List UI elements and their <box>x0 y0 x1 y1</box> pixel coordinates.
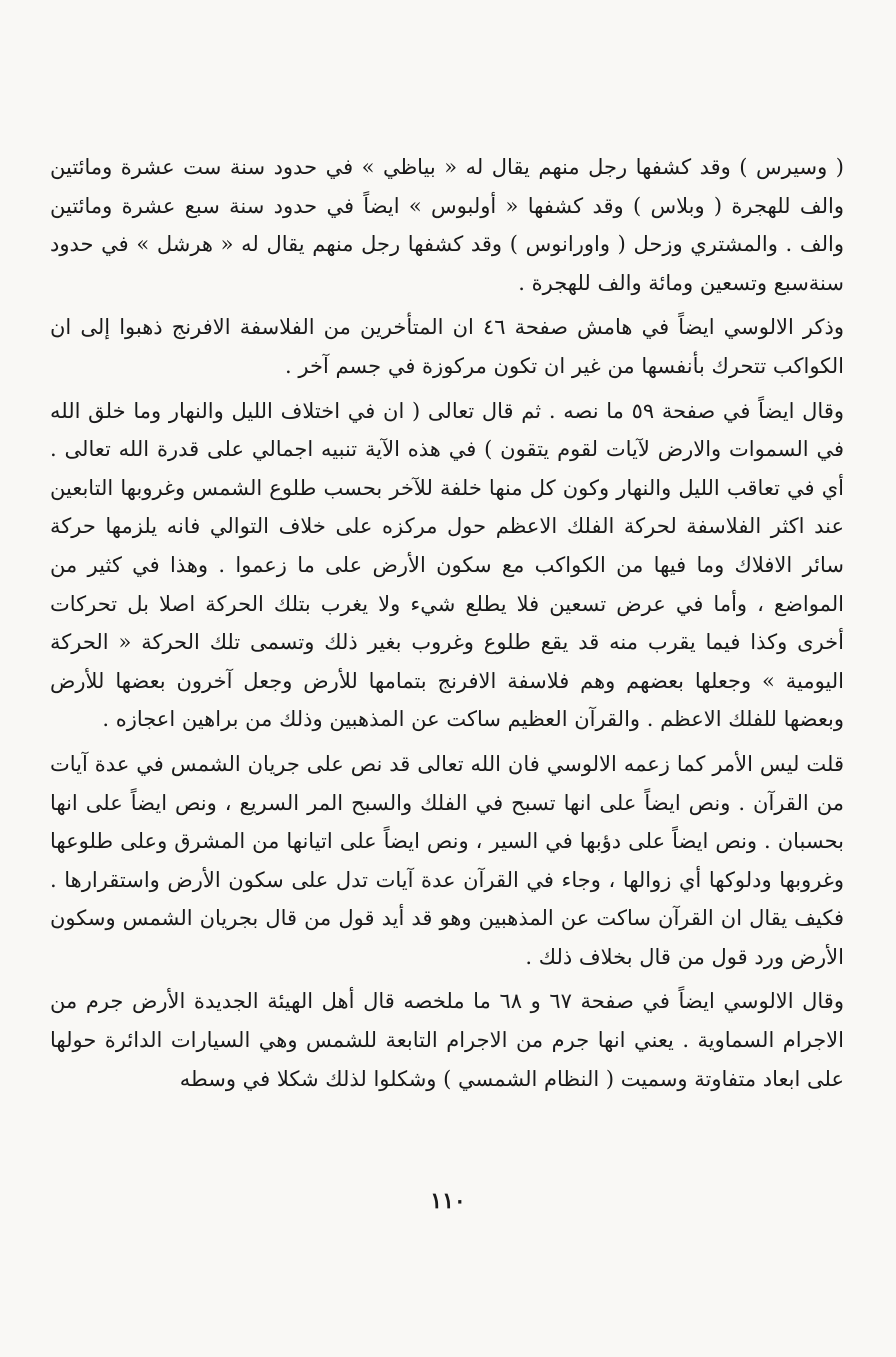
page-number: ١١٠ <box>430 1188 466 1214</box>
paragraph-2: وذكر الالوسي ايضاً في هامش صفحة ٤٦ ان المتأخرين من الفلاسفة الافرنج ذهبوا إلى ان الكواكب تتحرك بأنفسها من غير ان تكون مركوزة في جسم آخر . <box>50 315 844 378</box>
page-body <box>50 148 844 1098</box>
paragraph-4: قلت ليس الأمر كما زعمه الالوسي فان الله تعالى قد نص على جريان الشمس في عدة آيات من القرآن . ونص ايضاً على انها تسبح في الفلك والسبح المر السريع ، ونص ايضاً على انها بحسبان . ونص ايضاً على دؤبها في السير ، ونص ايضاً على اتيانها من المشرق وعلى طلوعها وغروبها ودلوكها أي زوالها ، وجاء في القرآن عدة آيات تدل على سكون الأرض واستقرارها . فكيف يقال ان القرآن ساكت عن المذهبين وهو قد أيد قول من قال بجريان الشمس وسكون الأرض ورد قول من قال بخلاف ذلك . <box>50 751 844 969</box>
paragraph-1: ( وسيرس ) وقد كشفها رجل منهم يقال له « بياظي » في حدود سنة ست عشرة ومائتين والف للهجرة ( وبلاس ) وقد كشفها « أولبوس » ايضاً في حدود سنة سبع عشرة ومائتين والف . والمشتري وزحل ( واورانوس ) وقد كشفها رجل منهم يقال له « هرشل » في حدود سنةسبع وتسعين ومائة والف للهجرة . <box>50 155 844 295</box>
paragraph-3: وقال ايضاً في صفحة ٥٩ ما نصه . ثم قال تعالى ( ان في اختلاف الليل والنهار وما خلق الله في السموات والارض لآيات لقوم يتقون ) في هذه الآية تنبيه اجمالي على قدرة الله تعالى . أي في تعاقب الليل والنهار وكون كل منها خلفة للآخر بحسب طلوع الشمس وغروبها التابعين عند اكثر الفلاسفة لحركة الفلك الاعظم حول مركزه على خلاف التوالي فانه يلزمها حركة سائر الافلاك وما فيها من الكواكب مع سكون الأرض على ما زعموا . وهذا في كثير من المواضع ، وأما في عرض تسعين فلا يطلع شيء ولا يغرب بتلك الحركة اصلا بل تحركات أخرى وكذا فيما يقرب منه قد يقع طلوع وغروب بغير ذلك وتسمى تلك الحركة « الحركة اليومية » وجعلها بعضهم وهم فلاسفة الافرنج بتمامها للأرض وجعل آخرون بعضها للأرض وبعضها للفلك الاعظم . والقرآن العظيم ساكت عن المذهبين وذلك من براهين اعجازه . <box>50 398 844 732</box>
paragraph-5: وقال الالوسي ايضاً في صفحة ٦٧ و ٦٨ ما ملخصه قال أهل الهيئة الجديدة الأرض جرم من الاجرام السماوية . يعني انها جرم من الاجرام التابعة للشمس وهي السيارات الدائرة حولها على ابعاد متفاوتة وسميت ( النظام الشمسي ) وشكلوا لذلك شكلا في وسطه <box>50 989 844 1091</box>
